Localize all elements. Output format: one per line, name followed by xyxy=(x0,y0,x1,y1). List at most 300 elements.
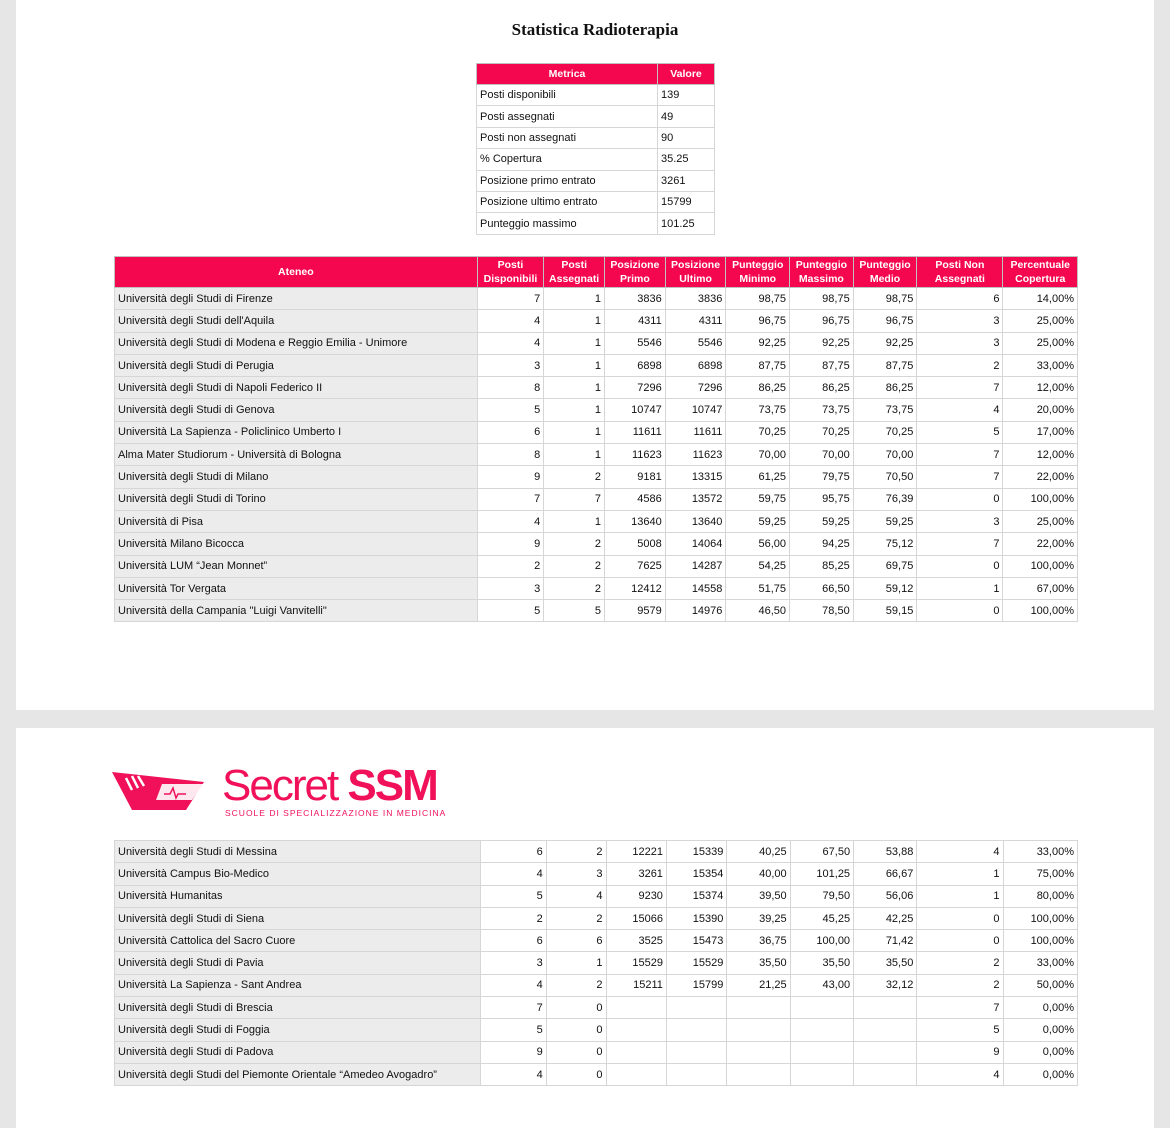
table-cell: 3836 xyxy=(605,288,666,310)
table-cell: 0 xyxy=(917,907,1003,929)
table-cell: 20,00% xyxy=(1003,399,1078,421)
table-cell: 33,00% xyxy=(1003,354,1078,376)
table-cell: 4 xyxy=(481,1063,547,1085)
table-cell: 46,50 xyxy=(726,600,790,622)
summary-metric: % Copertura xyxy=(477,149,658,170)
table-cell: 13572 xyxy=(665,488,726,510)
table-cell: 7 xyxy=(917,377,1003,399)
table-cell xyxy=(727,1019,790,1041)
summary-value: 139 xyxy=(658,85,715,106)
table-cell: 17,00% xyxy=(1003,421,1078,443)
summary-metric: Punteggio massimo xyxy=(477,213,658,234)
table-cell: 70,50 xyxy=(853,466,917,488)
table-cell: 35,50 xyxy=(727,952,790,974)
table-row xyxy=(115,510,1078,532)
table-cell xyxy=(790,997,853,1019)
table-cell: 4 xyxy=(917,841,1003,863)
table-cell: 100,00% xyxy=(1003,600,1078,622)
table-cell: 6898 xyxy=(665,354,726,376)
table-cell: 0,00% xyxy=(1003,1041,1077,1063)
table-cell: 11623 xyxy=(665,444,726,466)
table-cell: 54,25 xyxy=(726,555,790,577)
secretssm-logo xyxy=(112,761,447,818)
table-cell: 12,00% xyxy=(1003,377,1078,399)
ateneo-name: Università Campus Bio-Medico xyxy=(115,863,481,885)
table-cell: 35,50 xyxy=(854,952,917,974)
table-cell xyxy=(606,1063,666,1085)
table-cell xyxy=(854,1019,917,1041)
summary-value: 49 xyxy=(658,106,715,127)
table-cell: 76,39 xyxy=(853,488,917,510)
table-cell: 3836 xyxy=(665,288,726,310)
table-cell xyxy=(790,1019,853,1041)
table-cell: 35,50 xyxy=(790,952,853,974)
table-cell: 70,00 xyxy=(790,444,854,466)
table-cell: 59,25 xyxy=(790,510,854,532)
table-row xyxy=(115,488,1078,510)
ateneo-name: Università Humanitas xyxy=(115,885,481,907)
table-cell: 8 xyxy=(477,377,544,399)
table-cell: 100,00% xyxy=(1003,930,1077,952)
table-cell: 86,25 xyxy=(853,377,917,399)
table-cell: 7 xyxy=(477,488,544,510)
table-cell: 11623 xyxy=(605,444,666,466)
table-cell: 32,12 xyxy=(854,974,917,996)
table-cell: 101,25 xyxy=(790,863,853,885)
table-cell xyxy=(790,1041,853,1063)
table-cell: 67,00% xyxy=(1003,577,1078,599)
table-cell: 79,75 xyxy=(790,466,854,488)
summary-metric: Posti non assegnati xyxy=(477,127,658,148)
table-cell xyxy=(727,1041,790,1063)
table-row xyxy=(115,997,1078,1019)
table-cell: 0,00% xyxy=(1003,997,1077,1019)
table-cell xyxy=(666,997,726,1019)
summary-metric: Posizione ultimo entrato xyxy=(477,191,658,212)
table-row xyxy=(115,421,1078,443)
table-cell xyxy=(854,1063,917,1085)
table-cell: 92,25 xyxy=(726,332,790,354)
table-cell: 3 xyxy=(917,510,1003,532)
summary-row xyxy=(477,149,715,170)
table-cell: 75,00% xyxy=(1003,863,1077,885)
logo-word-ssm: SSM xyxy=(347,761,437,810)
summary-row xyxy=(477,191,715,212)
table-cell: 3525 xyxy=(606,930,666,952)
table-cell: 6 xyxy=(917,288,1003,310)
table-cell: 4 xyxy=(477,332,544,354)
table-row xyxy=(115,841,1078,863)
table-cell: 9579 xyxy=(605,600,666,622)
table-cell: 3 xyxy=(917,310,1003,332)
summary-row xyxy=(477,127,715,148)
table-cell: 78,50 xyxy=(790,600,854,622)
table-cell: 2 xyxy=(544,577,605,599)
table-cell: 36,75 xyxy=(727,930,790,952)
table-cell: 2 xyxy=(477,555,544,577)
table-cell: 4586 xyxy=(605,488,666,510)
table-cell: 15529 xyxy=(606,952,666,974)
table-row xyxy=(115,952,1078,974)
table-cell: 9 xyxy=(477,533,544,555)
table-cell: 1 xyxy=(917,577,1003,599)
table-cell: 70,25 xyxy=(726,421,790,443)
table-cell: 96,75 xyxy=(726,310,790,332)
table-cell xyxy=(727,1063,790,1085)
table-cell: 9 xyxy=(481,1041,547,1063)
table-cell: 98,75 xyxy=(853,288,917,310)
table-cell: 0 xyxy=(917,600,1003,622)
table-cell: 79,50 xyxy=(790,885,853,907)
table-cell xyxy=(666,1041,726,1063)
table-cell: 9 xyxy=(917,1041,1003,1063)
table-cell: 14064 xyxy=(665,533,726,555)
table-cell: 100,00% xyxy=(1003,555,1078,577)
table-cell: 9230 xyxy=(606,885,666,907)
table-cell: 71,42 xyxy=(854,930,917,952)
table-cell: 33,00% xyxy=(1003,841,1077,863)
table-cell: 2 xyxy=(544,533,605,555)
table-cell: 25,00% xyxy=(1003,332,1078,354)
table-cell: 22,00% xyxy=(1003,533,1078,555)
table-cell: 0 xyxy=(546,1063,606,1085)
table-cell: 15390 xyxy=(666,907,726,929)
table-row xyxy=(115,1041,1078,1063)
table-cell: 21,25 xyxy=(727,974,790,996)
table-cell: 4 xyxy=(477,310,544,332)
column-header: Punteggio Medio xyxy=(853,257,917,288)
column-header: Posti Assegnati xyxy=(544,257,605,288)
ateneo-name: Università degli Studi del Piemonte Orientale “Amedeo Avogadro” xyxy=(115,1063,481,1085)
table-cell: 1 xyxy=(544,421,605,443)
table-cell: 61,25 xyxy=(726,466,790,488)
ateneo-name: Università Milano Bicocca xyxy=(115,533,478,555)
table-cell: 15799 xyxy=(666,974,726,996)
table-cell: 87,75 xyxy=(790,354,854,376)
table-cell: 4 xyxy=(546,885,606,907)
ateneo-name: Università degli Studi di Messina xyxy=(115,841,481,863)
page-title: Statistica Radioterapia xyxy=(511,20,679,39)
ateneo-name: Università degli Studi di Brescia xyxy=(115,997,481,1019)
table-cell: 25,00% xyxy=(1003,310,1078,332)
table-cell: 25,00% xyxy=(1003,510,1078,532)
table-cell: 7 xyxy=(544,488,605,510)
summary-row xyxy=(477,106,715,127)
table-cell: 43,00 xyxy=(790,974,853,996)
table-cell: 13315 xyxy=(665,466,726,488)
table-cell: 3 xyxy=(546,863,606,885)
table-cell: 56,00 xyxy=(726,533,790,555)
table-cell: 73,75 xyxy=(853,399,917,421)
ateneo-name: Università degli Studi di Siena xyxy=(115,907,481,929)
table-cell: 1 xyxy=(544,310,605,332)
table-cell: 7 xyxy=(481,997,547,1019)
header-valore: Valore xyxy=(658,64,715,85)
ateneo-name: Università degli Studi di Genova xyxy=(115,399,478,421)
page-1 xyxy=(16,0,1154,710)
logo-tagline: SCUOLE DI SPECIALIZZAZIONE IN MEDICINA xyxy=(225,808,447,818)
table-cell: 0 xyxy=(546,1019,606,1041)
ateneo-name: Università degli Studi di Padova xyxy=(115,1041,481,1063)
column-header: Posizione Primo xyxy=(605,257,666,288)
table-cell: 73,75 xyxy=(790,399,854,421)
table-cell: 5 xyxy=(481,1019,547,1041)
table-cell: 4 xyxy=(917,399,1003,421)
table-cell: 73,75 xyxy=(726,399,790,421)
ateneo-name: Università degli Studi di Modena e Reggio Emilia - Unimore xyxy=(115,332,478,354)
summary-metric: Posti disponibili xyxy=(477,85,658,106)
column-header: Punteggio Minimo xyxy=(726,257,790,288)
table-cell: 1 xyxy=(544,444,605,466)
table-cell: 3 xyxy=(481,952,547,974)
column-header: Posti Non Assegnati xyxy=(917,257,1003,288)
table-cell: 15473 xyxy=(666,930,726,952)
table-row xyxy=(115,930,1078,952)
table-cell xyxy=(790,1063,853,1085)
summary-value: 35.25 xyxy=(658,149,715,170)
table-cell: 92,25 xyxy=(790,332,854,354)
table-row xyxy=(115,310,1078,332)
table-cell: 39,25 xyxy=(727,907,790,929)
table-row xyxy=(115,399,1078,421)
table-cell: 3 xyxy=(477,354,544,376)
table-cell: 7 xyxy=(477,288,544,310)
table-cell: 1 xyxy=(544,399,605,421)
table-cell: 7296 xyxy=(605,377,666,399)
table-cell: 15066 xyxy=(606,907,666,929)
table-cell: 66,50 xyxy=(790,577,854,599)
table-cell: 0 xyxy=(546,1041,606,1063)
table-cell: 6 xyxy=(546,930,606,952)
table-row xyxy=(115,288,1078,310)
table-cell: 7 xyxy=(917,997,1003,1019)
table-cell: 33,00% xyxy=(1003,952,1077,974)
table-cell: 11611 xyxy=(665,421,726,443)
table-cell: 0 xyxy=(917,930,1003,952)
table-cell: 6 xyxy=(477,421,544,443)
table-cell: 70,00 xyxy=(853,444,917,466)
table-cell: 69,75 xyxy=(853,555,917,577)
table-cell: 2 xyxy=(544,466,605,488)
table-cell: 1 xyxy=(544,288,605,310)
table-cell: 7296 xyxy=(665,377,726,399)
table-cell: 0,00% xyxy=(1003,1019,1077,1041)
summary-value: 15799 xyxy=(658,191,715,212)
table-cell: 12412 xyxy=(605,577,666,599)
table-row xyxy=(115,533,1078,555)
table-cell: 2 xyxy=(917,952,1003,974)
table-cell xyxy=(666,1063,726,1085)
table-cell: 100,00% xyxy=(1003,907,1077,929)
table-cell: 4 xyxy=(477,510,544,532)
table-cell: 95,75 xyxy=(790,488,854,510)
table-cell: 4311 xyxy=(665,310,726,332)
ateneo-table-page2 xyxy=(114,840,1078,1086)
table-cell: 6 xyxy=(481,841,547,863)
table-cell: 70,00 xyxy=(726,444,790,466)
summary-metric: Posti assegnati xyxy=(477,106,658,127)
summary-metric: Posizione primo entrato xyxy=(477,170,658,191)
table-cell: 59,25 xyxy=(726,510,790,532)
ateneo-name: Università della Campania "Luigi Vanvitelli" xyxy=(115,600,478,622)
summary-row xyxy=(477,170,715,191)
table-cell: 7 xyxy=(917,444,1003,466)
table-cell: 10747 xyxy=(665,399,726,421)
logo-mark-icon xyxy=(112,770,204,812)
table-cell: 14,00% xyxy=(1003,288,1078,310)
summary-row xyxy=(477,85,715,106)
table-cell: 5 xyxy=(481,885,547,907)
table-row xyxy=(115,555,1078,577)
table-cell: 1 xyxy=(544,510,605,532)
table-row xyxy=(115,466,1078,488)
table-cell: 66,67 xyxy=(854,863,917,885)
table-cell: 14287 xyxy=(665,555,726,577)
table-cell: 15211 xyxy=(606,974,666,996)
table-cell: 59,25 xyxy=(853,510,917,532)
table-cell: 11611 xyxy=(605,421,666,443)
table-cell: 42,25 xyxy=(854,907,917,929)
table-cell: 15354 xyxy=(666,863,726,885)
table-row xyxy=(115,1063,1078,1085)
table-row xyxy=(115,332,1078,354)
ateneo-name: Università degli Studi di Torino xyxy=(115,488,478,510)
ateneo-name: Università degli Studi di Firenze xyxy=(115,288,478,310)
table-row xyxy=(115,974,1078,996)
table-cell: 5 xyxy=(544,600,605,622)
table-cell: 5008 xyxy=(605,533,666,555)
table-cell: 92,25 xyxy=(853,332,917,354)
table-cell: 85,25 xyxy=(790,555,854,577)
table-row xyxy=(115,1019,1078,1041)
table-cell: 4 xyxy=(917,1063,1003,1085)
table-cell: 2 xyxy=(546,907,606,929)
table-cell: 50,00% xyxy=(1003,974,1077,996)
table-cell xyxy=(606,997,666,1019)
ateneo-table-page1 xyxy=(114,256,1078,622)
table-cell: 0 xyxy=(917,488,1003,510)
table-cell: 45,25 xyxy=(790,907,853,929)
table-cell: 87,75 xyxy=(853,354,917,376)
table-cell: 1 xyxy=(917,885,1003,907)
ateneo-name: Università Tor Vergata xyxy=(115,577,478,599)
table-row xyxy=(115,444,1078,466)
table-cell: 98,75 xyxy=(726,288,790,310)
table-cell: 5 xyxy=(917,421,1003,443)
table-cell: 4 xyxy=(481,863,547,885)
ateneo-name: Università Cattolica del Sacro Cuore xyxy=(115,930,481,952)
column-header: Posti Disponibili xyxy=(477,257,544,288)
table-cell: 2 xyxy=(481,907,547,929)
table-cell: 14558 xyxy=(665,577,726,599)
ateneo-name: Università degli Studi dell'Aquila xyxy=(115,310,478,332)
table-cell: 9181 xyxy=(605,466,666,488)
table-row xyxy=(115,600,1078,622)
table-cell: 2 xyxy=(546,974,606,996)
table-row xyxy=(115,354,1078,376)
table-cell: 0,00% xyxy=(1003,1063,1077,1085)
column-header: Ateneo xyxy=(115,257,478,288)
table-cell: 3 xyxy=(477,577,544,599)
table-cell: 86,25 xyxy=(790,377,854,399)
table-cell: 1 xyxy=(544,377,605,399)
table-cell: 53,88 xyxy=(854,841,917,863)
table-cell: 94,25 xyxy=(790,533,854,555)
summary-value: 101.25 xyxy=(658,213,715,234)
table-cell: 96,75 xyxy=(790,310,854,332)
table-cell: 67,50 xyxy=(790,841,853,863)
summary-table xyxy=(476,63,715,235)
table-cell: 9 xyxy=(477,466,544,488)
table-cell: 12,00% xyxy=(1003,444,1078,466)
ateneo-name: Università degli Studi di Pavia xyxy=(115,952,481,974)
table-cell: 51,75 xyxy=(726,577,790,599)
table-cell xyxy=(666,1019,726,1041)
table-cell: 98,75 xyxy=(790,288,854,310)
table-cell: 56,06 xyxy=(854,885,917,907)
table-cell: 1 xyxy=(917,863,1003,885)
column-header: Punteggio Massimo xyxy=(790,257,854,288)
header-metrica: Metrica xyxy=(477,64,658,85)
table-cell: 15529 xyxy=(666,952,726,974)
table-cell: 2 xyxy=(546,841,606,863)
table-row xyxy=(115,863,1078,885)
table-cell: 1 xyxy=(544,332,605,354)
summary-row xyxy=(477,213,715,234)
table-cell: 40,25 xyxy=(727,841,790,863)
table-cell: 39,50 xyxy=(727,885,790,907)
table-cell: 15374 xyxy=(666,885,726,907)
table-cell: 100,00% xyxy=(1003,488,1078,510)
table-cell: 70,25 xyxy=(853,421,917,443)
table-cell: 80,00% xyxy=(1003,885,1077,907)
table-cell: 59,75 xyxy=(726,488,790,510)
table-cell xyxy=(854,997,917,1019)
table-cell: 4 xyxy=(481,974,547,996)
table-cell: 15339 xyxy=(666,841,726,863)
table-cell: 5 xyxy=(477,600,544,622)
table-cell: 100,00 xyxy=(790,930,853,952)
ateneo-name: Università degli Studi di Perugia xyxy=(115,354,478,376)
table-cell: 4311 xyxy=(605,310,666,332)
table-cell: 22,00% xyxy=(1003,466,1078,488)
column-header: Posizione Ultimo xyxy=(665,257,726,288)
ateneo-name: Università La Sapienza - Policlinico Umberto I xyxy=(115,421,478,443)
table-cell: 40,00 xyxy=(727,863,790,885)
table-cell: 96,75 xyxy=(853,310,917,332)
table-cell: 5 xyxy=(477,399,544,421)
ateneo-name: Università di Pisa xyxy=(115,510,478,532)
summary-value: 90 xyxy=(658,127,715,148)
ateneo-name: Alma Mater Studiorum - Università di Bologna xyxy=(115,444,478,466)
table-cell xyxy=(606,1019,666,1041)
table-cell: 6 xyxy=(481,930,547,952)
table-cell: 1 xyxy=(546,952,606,974)
table-cell: 3261 xyxy=(606,863,666,885)
table-cell: 7 xyxy=(917,533,1003,555)
table-cell: 5546 xyxy=(605,332,666,354)
table-cell: 8 xyxy=(477,444,544,466)
logo-word-secret: Secret xyxy=(222,761,338,810)
table-cell: 7625 xyxy=(605,555,666,577)
table-cell: 7 xyxy=(917,466,1003,488)
table-cell: 13640 xyxy=(665,510,726,532)
table-cell xyxy=(854,1041,917,1063)
table-cell: 2 xyxy=(917,974,1003,996)
table-cell: 75,12 xyxy=(853,533,917,555)
table-cell: 5 xyxy=(917,1019,1003,1041)
table-cell: 87,75 xyxy=(726,354,790,376)
